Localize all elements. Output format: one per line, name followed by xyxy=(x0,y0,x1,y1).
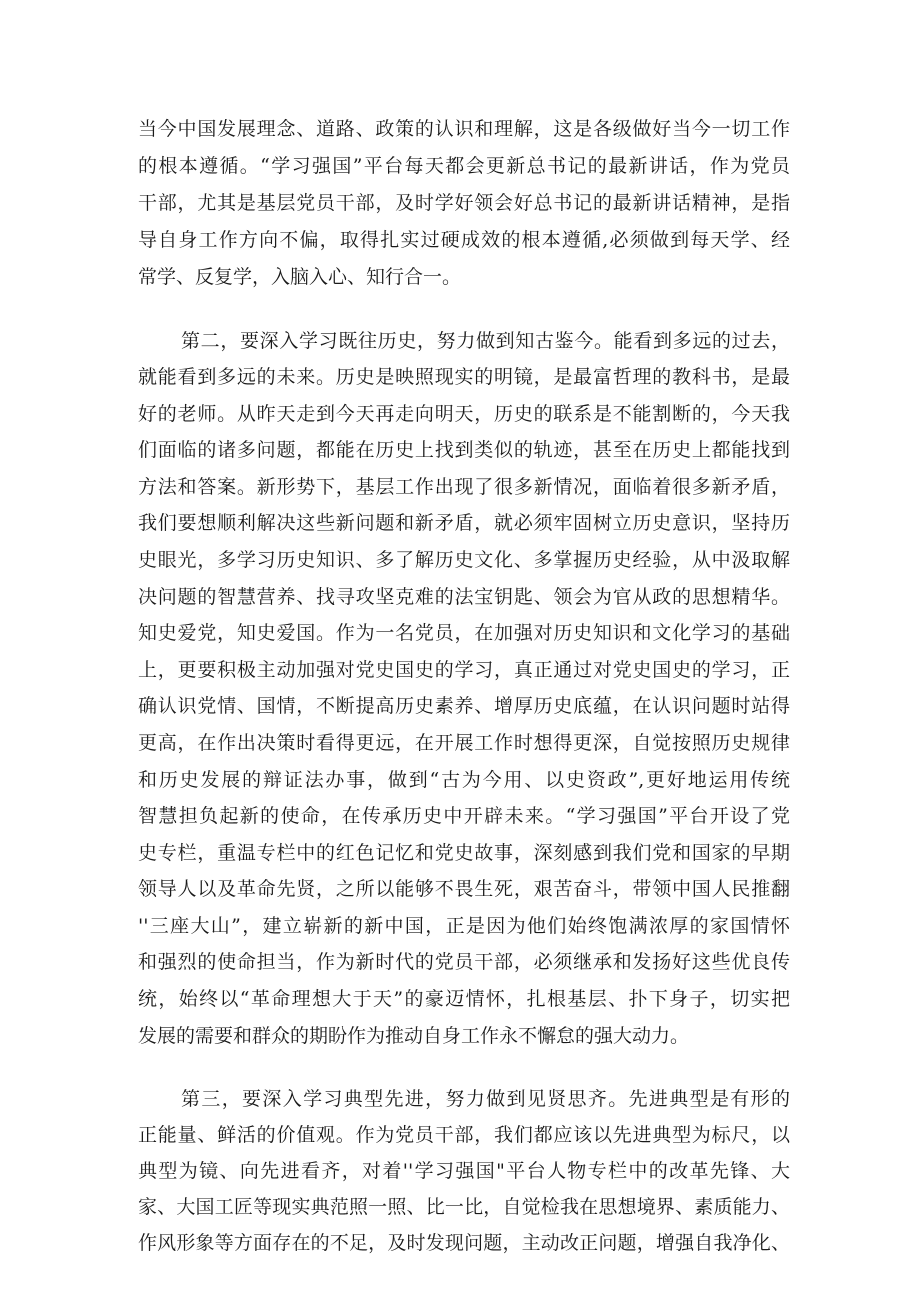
text-line: 典型为镜、向先进看齐，对着''学习强国"平台人物专栏中的改革先锋、大 xyxy=(138,1160,790,1182)
text-line: 们面临的诸多问题，都能在历史上找到类似的轨迹，甚至在历史上都能找到 xyxy=(138,439,790,461)
text-line: 统，始终以“革命理想大于天”的豪迈情怀，扎根基层、扑下身子，切实把 xyxy=(138,988,790,1010)
text-line: 更高，在作出决策时看得更远，在开展工作时想得更深，自觉按照历史规律 xyxy=(138,732,790,754)
text-line: 智慧担负起新的使命，在传承历史中开辟未来。“学习强国”平台开设了党 xyxy=(138,805,790,827)
text-line: 决问题的智慧营养、找寻攻坚克难的法宝钥匙、领会为官从政的思想精华。 xyxy=(138,586,790,608)
text-line: 和强烈的使命担当，作为新时代的党员干部，必须继承和发扬好这些优良传 xyxy=(138,951,790,973)
text-line: 的根本遵循。“学习强国”平台每天都会更新总书记的最新讲话，作为党员 xyxy=(138,155,790,177)
text-line: 史专栏，重温专栏中的红色记忆和党史故事，深刻感到我们党和国家的早期 xyxy=(138,842,790,864)
text-line: 导自身工作方向不偏，取得扎实过硬成效的根本遵循,必须做到每天学、经 xyxy=(138,229,790,251)
text-line: 作风形象等方面存在的不足，及时发现问题，主动改正问题，增强自我净化、 xyxy=(138,1232,790,1254)
text-line: 当今中国发展理念、道路、政策的认识和理解，这是各级做好当今一切工作 xyxy=(138,118,790,140)
text-line: 发展的需要和群众的期盼作为推动自身工作永不懈怠的强大动力。 xyxy=(138,1025,690,1047)
text-line: 确认识党情、国情，不断提高历史素养、增厚历史底蕴，在认识问题时站得 xyxy=(138,695,790,717)
text-line: 好的老师。从昨天走到今天再走向明天，历史的联系是不能割断的，今天我 xyxy=(138,403,790,425)
text-line: 史眼光，多学习历史知识、多了解历史文化、多掌握历史经验，从中汲取解 xyxy=(138,549,790,571)
text-line: 第二，要深入学习既往历史，努力做到知古鉴今。能看到多远的过去， xyxy=(181,330,790,352)
text-line: 干部，尤其是基层党员干部，及时学好领会好总书记的最新讲话精神，是指 xyxy=(138,192,790,214)
text-line: 知史爱党，知史爱国。作为一名党员，在加强对历史知识和文化学习的基础 xyxy=(138,622,790,644)
text-line: 我们要想顺利解决这些新问题和新矛盾，就必须牢固树立历史意识，坚持历 xyxy=(138,512,790,534)
text-line: 领导人以及革命先贤，之所以能够不畏生死，艰苦奋斗，带领中国人民推翻 xyxy=(138,878,790,900)
text-line: 上，更要积极主动加强对党史国史的学习，真正通过对党史国史的学习，正 xyxy=(138,659,790,681)
text-line: 正能量、鲜活的价值观。作为党员干部，我们都应该以先进典型为标尺，以 xyxy=(138,1124,790,1146)
text-line: 家、大国工匠等现实典范照一照、比一比，自觉检我在思想境界、素质能力、 xyxy=(138,1196,790,1218)
text-line: 就能看到多远的未来。历史是映照现实的明镜，是最富哲理的教科书，是最 xyxy=(138,366,790,388)
text-line: 和历史发展的辩证法办事，做到“古为今用、以史资政”,更好地运用传统 xyxy=(138,769,790,791)
text-line: 第三，要深入学习典型先进，努力做到见贤思齐。先进典型是有形的 xyxy=(181,1088,790,1110)
text-line: ''三座大山”，建立崭新的新中国，正是因为他们始终饱满浓厚的家国情怀 xyxy=(138,915,790,937)
text-line: 常学、反复学，入脑入心、知行合一。 xyxy=(138,266,462,288)
text-line: 方法和答案。新形势下，基层工作出现了很多新情况，面临着很多新矛盾， xyxy=(138,476,790,498)
